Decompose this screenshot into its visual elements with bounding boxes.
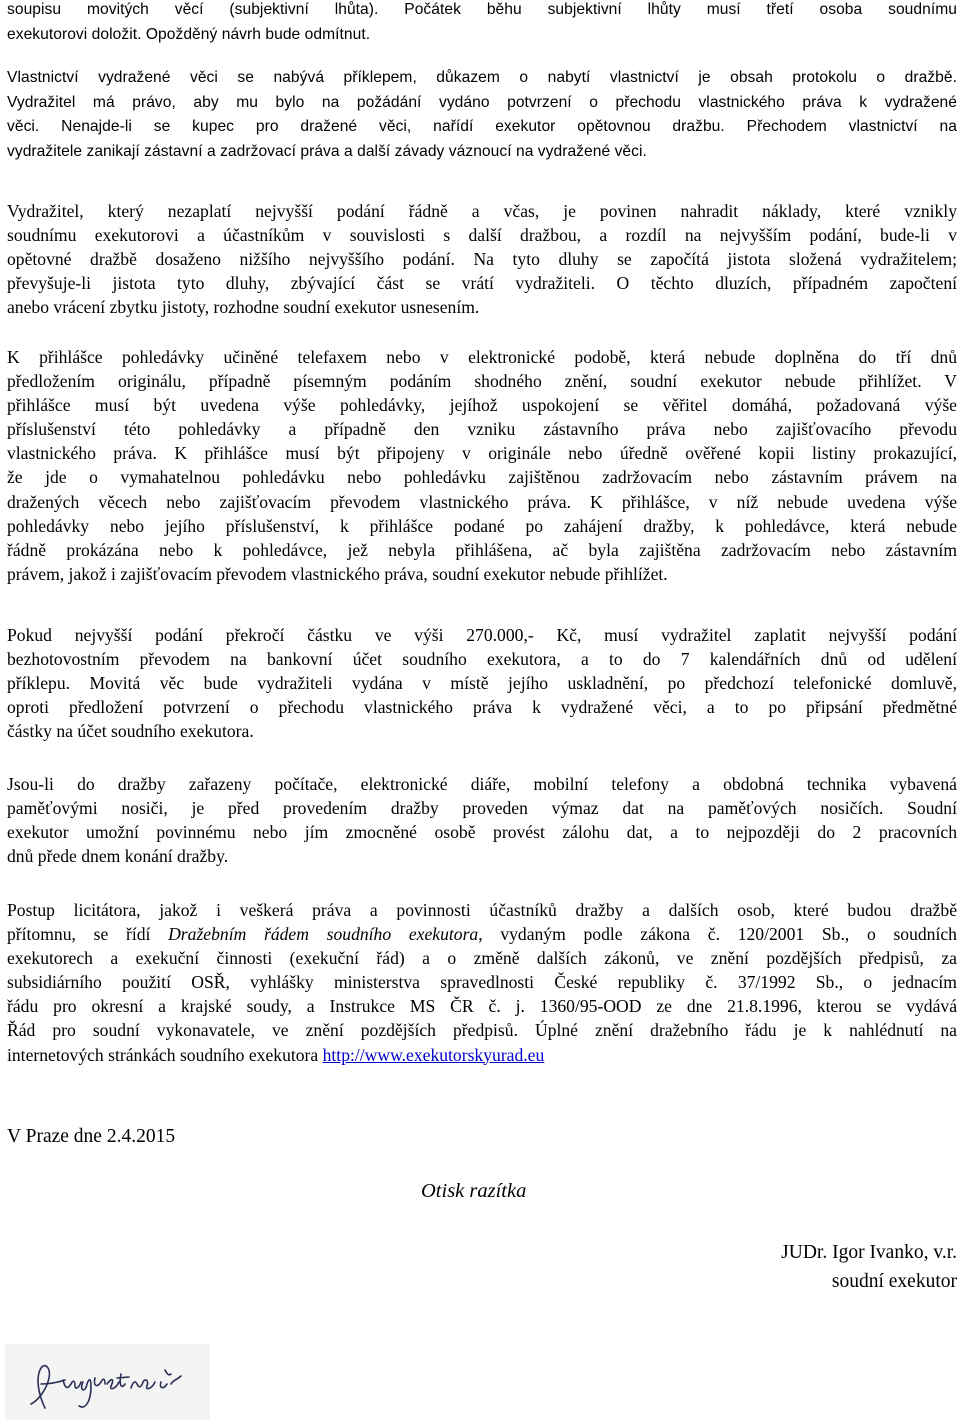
text-line: bezhotovostním převodem na bankovní účet soudního exekutora, a to do 7 kalendářních dnů od udělení bbox=[7, 649, 957, 670]
signer-block bbox=[781, 1238, 957, 1296]
text-line: pohledávky nebo jejího příslušenství, k přihlášce podané po zahájení dražby, k pohledávce, která nebude bbox=[7, 515, 957, 536]
text-line: vlastnického práva. K přihlášce musí být připojeny v originále nebo úředně ověřené kopii listiny prokazující, bbox=[7, 443, 957, 464]
text-line: opětovné dražbě dosaženo nižšího nejvyššího podání. Na tyto dluhy se započítá jistota složená vydražitelem; bbox=[7, 249, 957, 270]
text-line: Jsou-li do dražby zařazeny počítače, elektronické diáře, mobilní telefony a obdobná technika vybavená bbox=[7, 774, 957, 794]
text-line: že jde o vymahatelnou pohledávku nebo pohledávku zajištěnou zadržovacím nebo zástavním právem na bbox=[7, 467, 957, 488]
text-line: exekutorovi doložit. Opožděný návrh bude odmítnut. bbox=[7, 25, 371, 43]
rules-document-title: Dražebním řádem soudního exekutora bbox=[168, 924, 479, 945]
text-line: Vydražitel má právo, aby mu bylo na požádání vydáno potvrzení o přechodu vlastnického práva k vydražené bbox=[7, 93, 957, 111]
signer-title: soudní exekutor bbox=[831, 1271, 957, 1292]
text-segment: internetových stránkách soudního exekutora bbox=[7, 1044, 323, 1065]
text-line: oproti předložení potvrzení o přechodu vlastnického práva k vydražené věci, a to po připsání předmětné bbox=[7, 697, 957, 718]
text-line: dražených věcech nebo zajišťovacím převodem vlastnického práva. K přihlášce, v níž nebude uvedena výše bbox=[7, 491, 957, 512]
text-line: exekutorech a exekuční činnosti (exekuční řád) a o změně dalších zákonů, ve znění pozdějších předpisů, za bbox=[7, 948, 957, 969]
text-line: právem, jakož i zajišťovacím převodem vlastnického práva, soudní exekutor nebude přihlížet. bbox=[7, 563, 668, 584]
text-line: anebo vrácení zbytku jistoty, rozhodne soudní exekutor usnesením. bbox=[7, 297, 480, 318]
paragraph-unpaid-bid bbox=[7, 199, 957, 319]
text-line: exekutor umožní povinnému nebo jím zmocněné osobě provést zálohu dat, a to nejpozději do 2 pracovních bbox=[7, 822, 957, 843]
text-line: paměťovými nosiči, je před provedením dražby proveden výmaz dat na paměťových nosičích. Soudní bbox=[7, 798, 957, 819]
text-line: věci. Nenajde-li se kupec pro dražené věci, nařídí exekutor opětovnou dražbu. Přechodem vlastnictví na bbox=[7, 118, 957, 135]
signer-name: JUDr. Igor Ivanko, v.r. bbox=[781, 1242, 957, 1263]
stamp-placeholder: Otisk razítka bbox=[421, 1180, 527, 1202]
date-line: V Praze dne 2.4.2015 bbox=[7, 1126, 176, 1147]
paragraph-auction-rules bbox=[7, 898, 957, 1067]
bailiff-website-link[interactable]: http://www.exekutorskyurad.eu bbox=[322, 1044, 545, 1065]
text-line: subsidiárního použití OSŘ, vyhlášky ministerstva spravedlnosti České republiky č. 37/1992 Sb., o jednacím bbox=[7, 972, 957, 993]
text-line: přihlášce musí být uvedena výše pohledávky, jejíhož uspokojení se věřitel domáhá, požadovaná výše bbox=[7, 395, 957, 416]
handwritten-signature bbox=[5, 1344, 210, 1420]
text-line: soudnímu exekutorovi a účastníkům v souvislosti s další dražbou, a rozdíl na nejvyšším podání, bude-li v bbox=[7, 225, 957, 246]
text-line: řádu pro okresní a krajské soudy, a Instrukce MS ČR č. j. 1360/95-OOD ze dne 21.8.1996, kterou se vydává bbox=[7, 996, 957, 1017]
paragraph-auction-claim-deadline bbox=[7, 0, 957, 47]
text-line: Pokud nejvyšší podání překročí částku ve výši 270.000,- Kč, musí vydražitel zaplatit nejvyšší podání bbox=[7, 625, 957, 645]
text-line bbox=[7, 922, 957, 946]
text-line: řádně prokázána nebo k pohledávce, jež nebyla přihlášena, ač byla zajištěna zadržovacím nebo zástavním bbox=[7, 539, 957, 560]
text-line: předložením originálu, případně písemným podáním shodného znění, soudní exekutor nebude přihlížet. V bbox=[7, 371, 957, 392]
text-line: Řád pro soudní vykonavatele, ve znění pozdějších předpisů. Úplné znění dražebního řádu je k nahlédnutí na bbox=[7, 1020, 957, 1041]
text-line: Vydražitel, který nezaplatí nejvyšší podání řádně a včas, je povinen nahradit náklady, které vznikly bbox=[7, 201, 957, 221]
text-segment: , vydaným podle zákona č. 120/2001 Sb., o soudních bbox=[478, 924, 957, 945]
text-line: dnů přede dnem konání dražby. bbox=[7, 846, 229, 867]
text-line: částky na účet soudního exekutora. bbox=[7, 721, 254, 742]
text-line: příklepu. Movitá věc bude vydražiteli vydána v místě jejího uskladnění, po předchozí telefonické domluvě, bbox=[7, 673, 957, 694]
paragraph-payment-terms bbox=[7, 623, 957, 743]
text-line: K přihlášce pohledávky učiněné telefaxem nebo v elektronické podobě, která nebude doplněna do tří dnů bbox=[7, 347, 957, 367]
text-line: soupisu movitých věcí (subjektivní lhůta). Počátek běhu subjektivní lhůty musí třetí osoba soudnímu bbox=[7, 1, 957, 18]
paragraph-claim-filing bbox=[7, 345, 957, 586]
text-line bbox=[7, 1043, 957, 1067]
text-line: vydražitele zanikají zástavní a zadržovací práva a další závady váznoucí na vydražené věci. bbox=[7, 142, 647, 160]
signature-icon bbox=[5, 1344, 210, 1420]
text-line: Postup licitátora, jakož i veškerá práva a povinnosti účastníků dražby a dalších osob, které budou dražbě bbox=[7, 900, 957, 920]
text-line: převyšuje-li jistota tyto dluhy, zbývající část se vrátí vydražiteli. O těchto dluzích, případném započtení bbox=[7, 273, 957, 294]
text-segment: přítomnu, se řídí bbox=[7, 924, 169, 945]
text-line: příslušenství této pohledávky a případně den vzniku zástavního práva nebo zajišťovacího převodu bbox=[7, 419, 957, 440]
text-line: Vlastnictví vydražené věci se nabývá příklepem, důkazem o nabytí vlastnictví je obsah protokolu o dražbě. bbox=[7, 69, 957, 86]
paragraph-ownership-transfer bbox=[7, 66, 957, 164]
paragraph-data-erasure bbox=[7, 772, 957, 868]
